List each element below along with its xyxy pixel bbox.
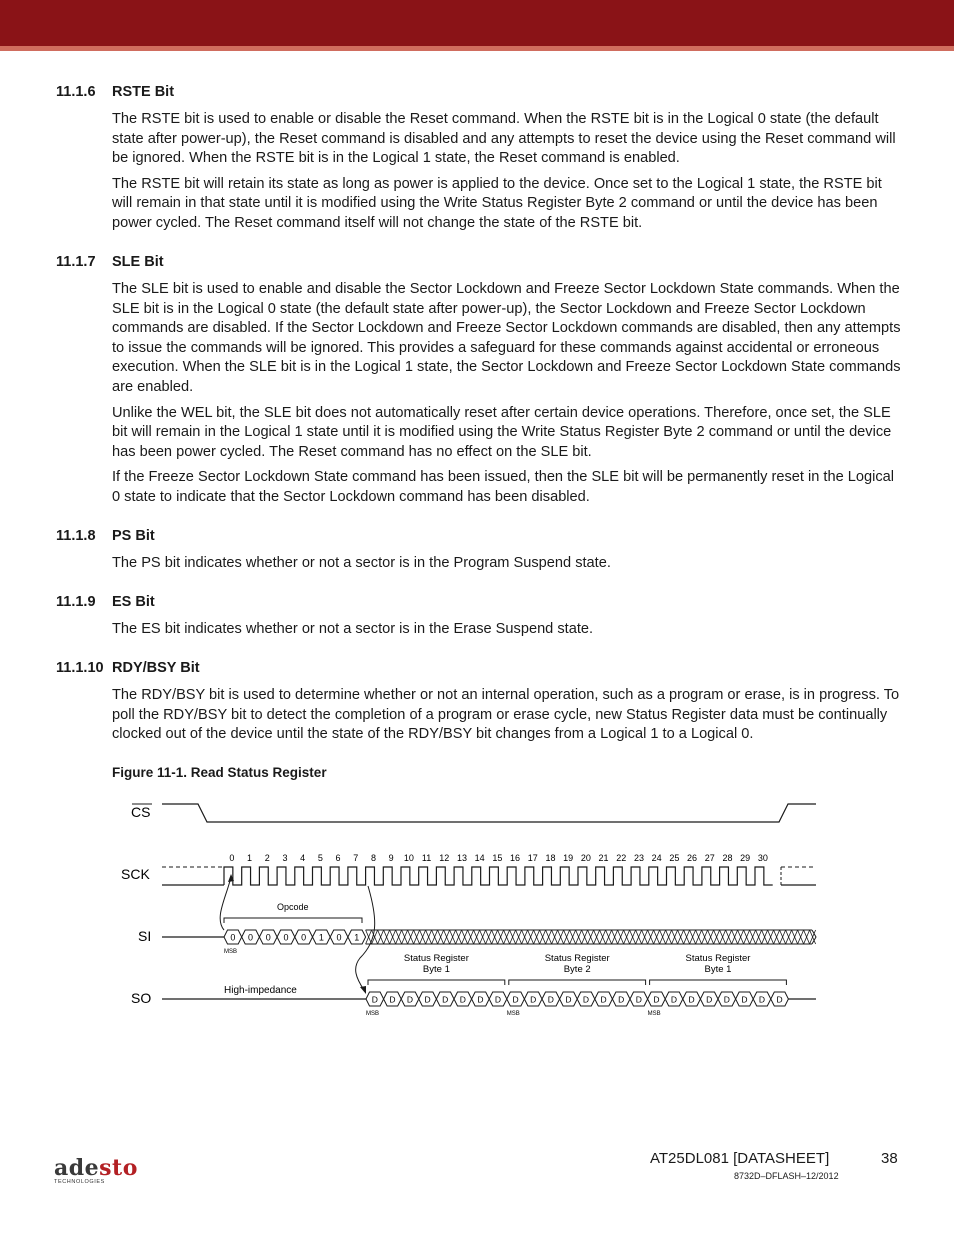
clock-number: 7 — [353, 853, 359, 863]
opcode-bit: 0 — [283, 932, 289, 943]
clock-number: 22 — [616, 853, 627, 863]
paragraph: If the Freeze Sector Lockdown State command has been issued, then the SLE bit will be permanently reset in the Logical 0 state to indicate that the Sector Lockdown command has been disabled. — [112, 469, 895, 505]
byte-label-line1: Status Register — [544, 953, 610, 964]
signal-label-si: SI — [138, 928, 152, 944]
opcode-bit: 1 — [318, 932, 324, 943]
so-data-bit: D — [706, 994, 713, 1005]
so-data-bit: D — [723, 994, 730, 1005]
section-heading: 11.1.6 RSTE Bit — [56, 84, 175, 100]
clock-number: 13 — [456, 853, 467, 863]
so-data-bit: D — [741, 994, 748, 1005]
byte-bracket — [368, 980, 505, 985]
paragraph: The RSTE bit is used to enable or disable the Reset command. When the RSTE bit is in the Logical 0 state (the default state after power-up), the Reset command is disabled and any attempts to reset the device using the Reset command will be ignored. When the RSTE bit is in the Logical 1 state, the Reset command is enabled. — [112, 111, 896, 167]
byte-label-line2: Byte 2 — [563, 964, 591, 975]
clock-number: 8 — [370, 853, 376, 863]
clock-number: 11 — [421, 853, 432, 863]
so-data-bit: D — [389, 994, 396, 1005]
paragraph: The SLE bit is used to enable and disable the Sector Lockdown and Freeze Sector Lockdown State commands. When the SLE bit is in the Logical 0 state (the default state after power-up), the Sector Lockdown and Freeze Sector Lockdown commands are disabled. If the Sector Lockdown and Freeze Sector Lockdown commands are disabled, then any attempts to issue the commands will be ignored. This provides a safeguard for these commands against accidental or erroneous execution. When the SLE bit is in the Logical 1 state, the Sector Lockdown and Freeze Sector Lockdown State commands are enabled. — [112, 281, 901, 395]
byte-label-line2: Byte 1 — [704, 964, 732, 975]
so-msb-label: MSB — [366, 1011, 380, 1017]
clock-number: 19 — [563, 853, 574, 863]
opcode-bit: 1 — [354, 932, 360, 943]
footer-doc-code: 8732D–DFLASH–12/2012 — [734, 1171, 839, 1181]
byte-label-line1: Status Register — [685, 953, 751, 964]
header-bar — [0, 0, 954, 46]
so-data-bit: D — [477, 994, 484, 1005]
clock-number: 16 — [510, 853, 521, 863]
opcode-bit: 0 — [265, 932, 271, 943]
opcode-bit: 0 — [248, 932, 254, 943]
signal-label-sck: SCK — [121, 866, 150, 882]
clock-number: 25 — [669, 853, 680, 863]
signal-label-cs: CS — [131, 804, 151, 820]
signal-label-so: SO — [131, 990, 152, 1006]
so-data-bit: D — [670, 994, 678, 1005]
clock-number: 4 — [300, 853, 306, 863]
byte-label-line2: Byte 1 — [422, 964, 450, 975]
section-heading: 11.1.7 SLE Bit — [56, 254, 164, 270]
opcode-bits — [224, 930, 366, 944]
clock-number: 27 — [704, 853, 715, 863]
so-data-bit: D — [758, 994, 766, 1005]
opcode-label: Opcode — [277, 902, 309, 912]
clock-number: 18 — [545, 853, 556, 863]
footer-doc-title: AT25DL081 [DATASHEET] — [650, 1150, 830, 1167]
clock-number: 26 — [687, 853, 698, 863]
so-data-bit: D — [406, 994, 414, 1005]
paragraph: The PS bit indicates whether or not a sector is in the Program Suspend state. — [112, 555, 611, 571]
clock-number: 12 — [439, 853, 450, 863]
high-impedance-label: High-impedance — [224, 985, 297, 996]
clock-number: 29 — [740, 853, 751, 863]
clock-number: 15 — [492, 853, 503, 863]
paragraph: The ES bit indicates whether or not a sector is in the Erase Suspend state. — [112, 621, 594, 637]
clock-number: 20 — [580, 853, 591, 863]
byte-label-line1: Status Register — [403, 953, 469, 964]
paragraph: The RDY/BSY bit is used to determine whether or not an internal operation, such as a program or erase, is in progress. To poll the RDY/BSY bit to detect the completion of a program or erase cycle, new Status Register data must be continually clocked out of the device until the state of the RDY/BSY bit changes from a Logical 1 to a Logical 0. — [112, 687, 900, 743]
page-number: 38 — [881, 1150, 898, 1167]
opcode-bracket — [224, 918, 362, 923]
timing-diagram — [0, 790, 954, 1030]
section-heading: 11.1.9 ES Bit — [56, 594, 155, 610]
so-data-bit: D — [688, 994, 695, 1005]
so-data-bit: D — [582, 994, 590, 1005]
section-ps — [56, 528, 906, 580]
adesto-logo — [54, 1155, 138, 1185]
opcode-bit: 0 — [336, 932, 342, 943]
si-dont-care-region — [366, 930, 816, 944]
logo-wordmark: adesto — [54, 1155, 138, 1181]
so-data-bit: D — [442, 994, 449, 1005]
byte-bracket — [509, 980, 646, 985]
so-data-bit: D — [424, 994, 431, 1005]
so-data-bit: D — [600, 994, 607, 1005]
clock-number: 0 — [229, 853, 235, 863]
so-data-bit: D — [459, 994, 466, 1005]
section-heading: 11.1.10 RDY/BSY Bit — [56, 660, 200, 676]
opcode-bit: 0 — [301, 932, 307, 943]
clock-number: 21 — [598, 853, 609, 863]
clock-number: 30 — [757, 853, 768, 863]
clock-number: 14 — [474, 853, 485, 863]
clock-number: 9 — [388, 853, 394, 863]
clock-numbers — [224, 853, 773, 885]
clock-number: 23 — [633, 853, 644, 863]
so-data-bit: D — [512, 994, 519, 1005]
paragraph: The RSTE bit will retain its state as long as power is applied to the device. Once set to the Logical 1 state, the RSTE bit will remain in that state until it is modified using the Write Status Register Byte 2 command or until the device has been power cycled. The Reset command itself will not change the state of the RSTE bit. — [112, 175, 882, 231]
clock-number: 2 — [264, 853, 270, 863]
sck-group — [162, 853, 816, 885]
opcode-bit: 0 — [230, 932, 236, 943]
so-data-bits — [366, 992, 788, 1006]
paragraph: Unlike the WEL bit, the SLE bit does not automatically reset after certain device operations. Therefore, once set, the SLE bit will remain in the Logical 1 state until it is modified using the Write Status Register Byte 2 command or until the device has been power cycled. The Reset command has no effect on the SLE bit. — [112, 404, 892, 460]
section-rdy-bsy — [56, 660, 906, 751]
clock-number: 6 — [335, 853, 341, 863]
sck-waveform — [224, 867, 773, 885]
figure-caption: Figure 11-1. Read Status Register — [112, 765, 327, 780]
si-group — [162, 902, 816, 955]
so-data-bit: D — [494, 994, 502, 1005]
so-data-bit: D — [776, 994, 783, 1005]
cs-waveform — [162, 804, 816, 822]
so-data-bit: D — [565, 994, 572, 1005]
status-register-byte-labels — [366, 953, 786, 1017]
so-data-bit: D — [547, 994, 554, 1005]
clock-number: 5 — [317, 853, 323, 863]
section-heading: 11.1.8 PS Bit — [56, 528, 155, 544]
header-stripe — [0, 46, 954, 51]
clock-number: 3 — [282, 853, 288, 863]
clock-number: 1 — [247, 853, 253, 863]
so-msb-label: MSB — [647, 1011, 661, 1017]
byte-bracket — [650, 980, 787, 985]
section-rste — [56, 84, 906, 240]
so-data-bit: D — [371, 994, 378, 1005]
so-data-bit: D — [635, 994, 642, 1005]
so-data-bit: D — [618, 994, 625, 1005]
clock-number: 17 — [527, 853, 538, 863]
so-group — [162, 953, 816, 1017]
clock-number: 28 — [722, 853, 733, 863]
so-msb-label: MSB — [506, 1011, 520, 1017]
section-es — [56, 594, 906, 646]
so-output-arrowhead — [360, 986, 366, 994]
logo-subtext: TECHNOLOGIES — [54, 1179, 105, 1185]
section-sle — [56, 254, 906, 514]
clock-number: 24 — [651, 853, 662, 863]
so-data-bit: D — [530, 994, 537, 1005]
clock-number: 10 — [403, 853, 414, 863]
si-msb-label: MSB — [224, 949, 238, 955]
so-data-bit: D — [653, 994, 660, 1005]
